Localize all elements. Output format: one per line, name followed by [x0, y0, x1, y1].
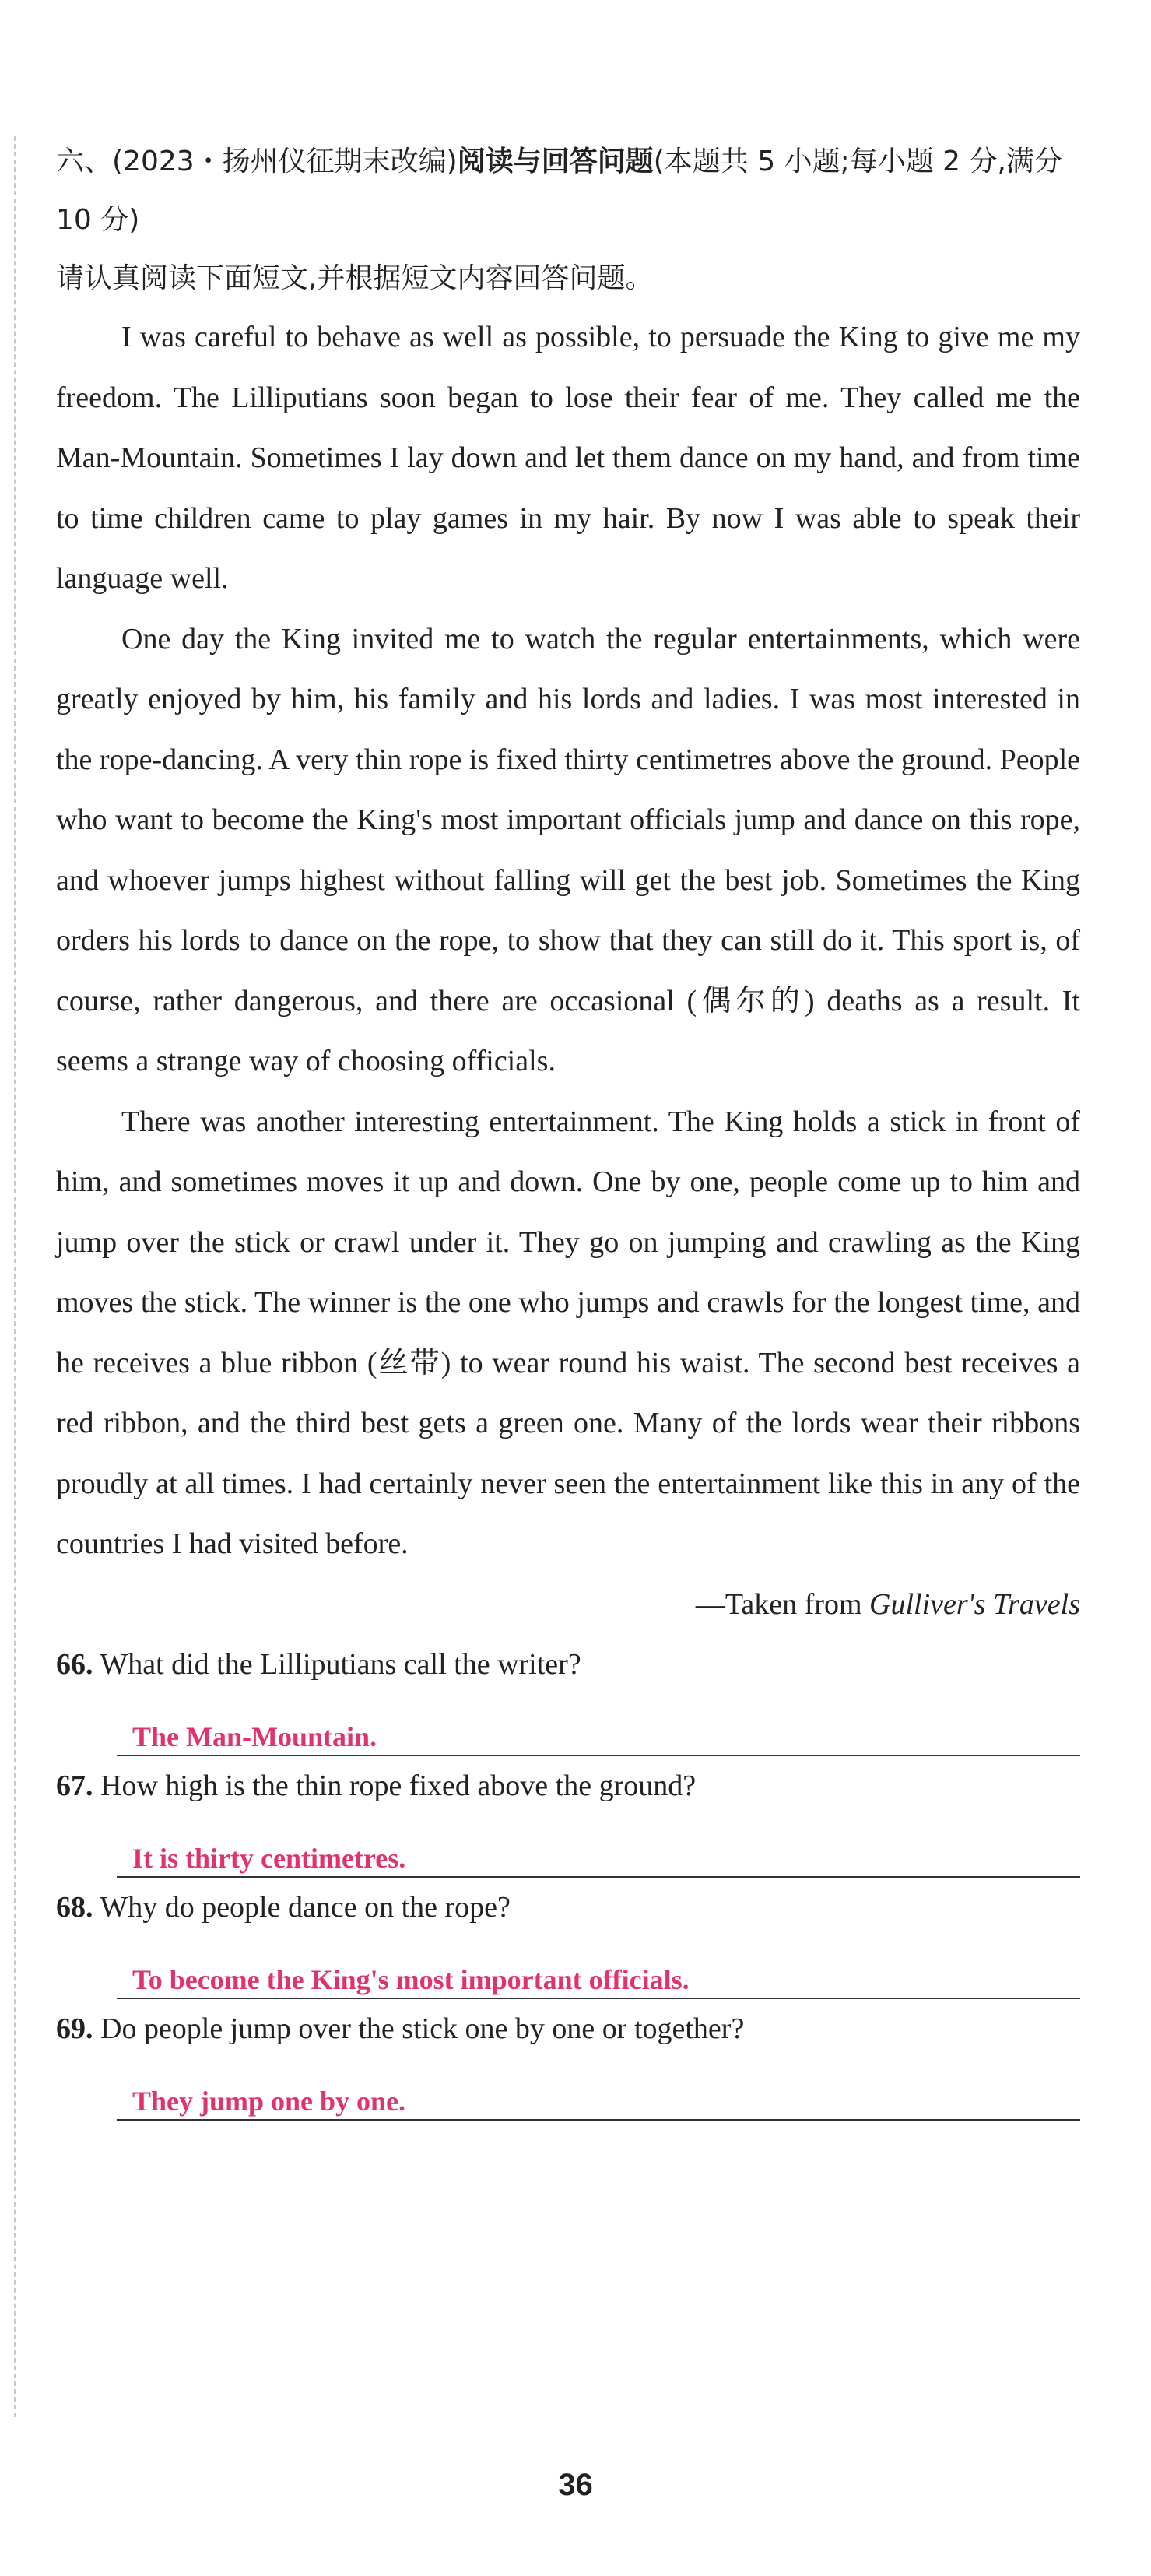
heading-prefix: 六、(2023・扬州仪征期末改编) [56, 146, 458, 177]
source-prefix: —Taken from [695, 1587, 870, 1621]
answer-text: To become the King's most important officials. [132, 1963, 690, 1995]
heading-points: (本题共 5 小题;每小题 2 分,满分 10 分) [56, 146, 1062, 236]
answer-line[interactable] [117, 2058, 1080, 2121]
passage-paragraph-3: There was another interesting entertainment. The King holds a stick in front of him, and sometimes moves it up and down. One by one, people come up to him and jump over the stick or crawl under it. They go on jumping and crawling as the King moves the stick. The winner is the one who jumps and crawls for the longest time, and he receives a blue ribbon (丝带) to wear round his waist. The second best receives a red ribbon, and the third best gets a green one. Many of the lords wear their ribbons proudly at all times. I had certainly never seen the entertainment like this in any of the countries I had visited before. [56, 1105, 1080, 1560]
answer-text: It is thirty centimetres. [132, 1842, 406, 1874]
question-number: 67. [56, 1769, 93, 1802]
question-number: 68. [56, 1890, 93, 1924]
answer-line[interactable] [117, 1694, 1080, 1756]
answer-text: The Man-Mountain. [132, 1720, 377, 1752]
question-item [56, 1999, 1080, 2121]
answer-line[interactable] [117, 1937, 1080, 1999]
question-text: Why do people dance on the rope? [100, 1890, 511, 1924]
question-text: What did the Lilliputians call the writer? [100, 1647, 581, 1681]
question-item [56, 1878, 1080, 1999]
source-work-title: Gulliver's Travels [869, 1587, 1080, 1621]
question-list [56, 1635, 1080, 2121]
question-69 [56, 1999, 1080, 2058]
source-attribution [56, 1575, 1080, 1635]
question-68 [56, 1878, 1080, 1937]
question-67 [56, 1756, 1080, 1815]
question-text: How high is the thin rope fixed above the ground? [100, 1769, 697, 1802]
page-number: 36 [558, 2468, 593, 2502]
section-heading [56, 132, 1080, 249]
question-number: 69. [56, 2012, 93, 2045]
exercise-section [56, 132, 1080, 2121]
margin-dashed-line [14, 136, 16, 2417]
answer-text: They jump one by one. [132, 2085, 406, 2117]
passage-paragraph-2: One day the King invited me to watch the regular entertainments, which were greatly enjoyed by him, his family and his lords and ladies. I was most interested in the rope-dancing. A very thin rope is fixed thirty centimetres above the ground. People who want to become the King's most important officials jump and dance on this rope, and whoever jumps highest without falling will get the best job. Sometimes the King orders his lords to dance on the rope, to show that they can still do it. This sport is, of course, rather dangerous, and there are occasional (偶尔的) deaths as a result. It seems a strange way of choosing officials. [56, 622, 1080, 1077]
question-text: Do people jump over the stick one by one or together? [100, 2012, 745, 2045]
question-number: 66. [56, 1647, 93, 1681]
answer-line[interactable] [117, 1815, 1080, 1878]
question-item [56, 1635, 1080, 1756]
instruction: 请认真阅读下面短文,并根据短文内容回答问题。 [56, 262, 654, 294]
reading-passage [56, 308, 1080, 1575]
question-66 [56, 1635, 1080, 1694]
heading-title: 阅读与回答问题 [457, 146, 654, 177]
passage-paragraph-1: I was careful to behave as well as possible, to persuade the King to give me my freedom. The Lilliputians soon began to lose their fear of me. They called me the Man-Mountain. Sometimes I lay down and let them dance on my hand, and from time to time children came to play games in my hair. By now I was able to speak their language well. [56, 321, 1080, 595]
question-item [56, 1756, 1080, 1878]
